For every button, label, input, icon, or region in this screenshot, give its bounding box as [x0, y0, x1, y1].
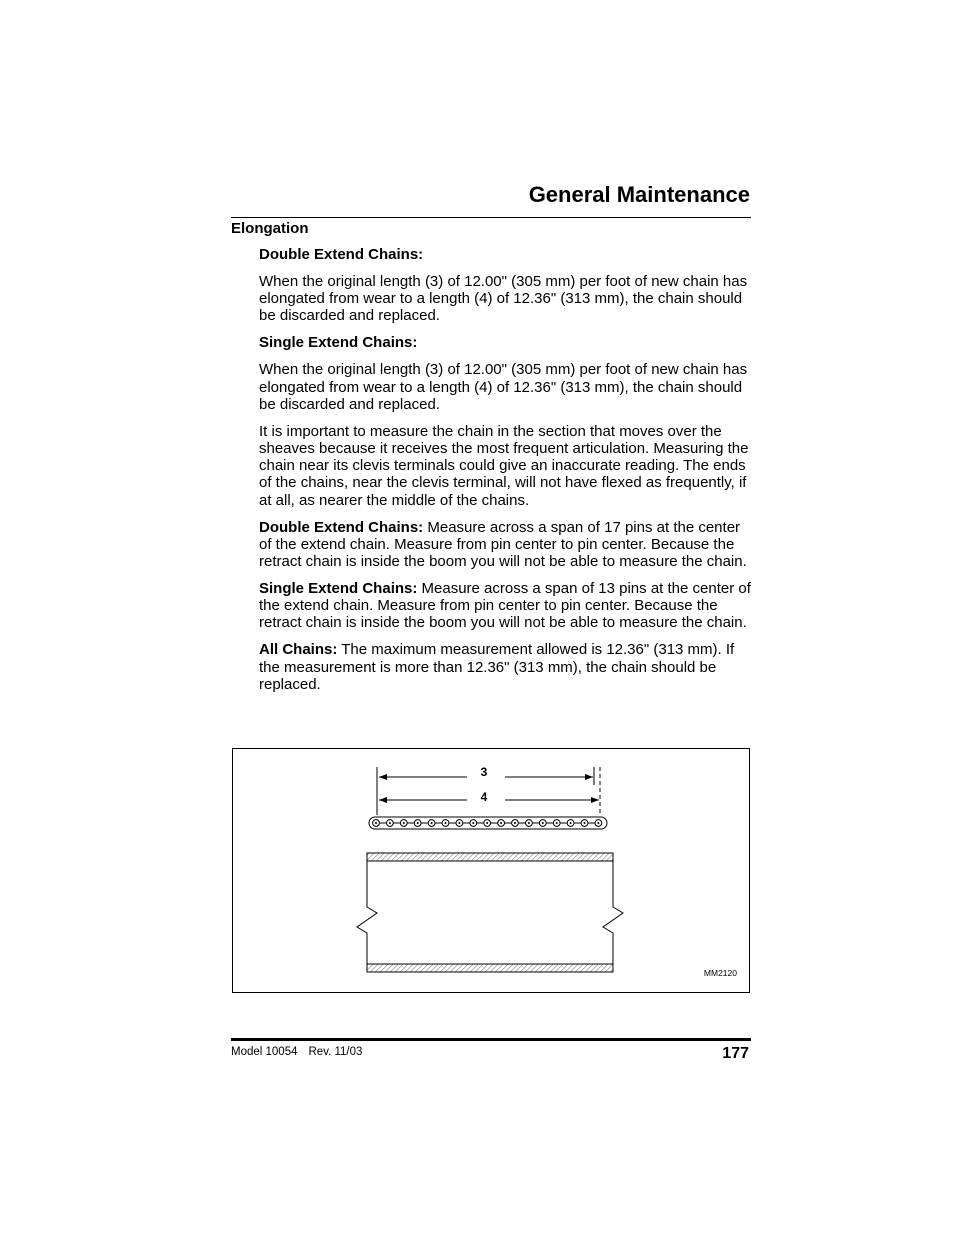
- label-all-chains: All Chains:: [259, 641, 338, 659]
- chain-pin-center: [500, 822, 502, 824]
- text-all-chains: The maximum measurement allowed is 12.36" (313 mm). If the measurement is more than 12.36" (313 mm), the chain should be replaced.: [259, 641, 735, 693]
- chain-pin-center: [597, 822, 599, 824]
- chain-pin-center: [458, 822, 460, 824]
- label-double-measure: Double Extend Chains:: [259, 518, 424, 536]
- title-rule: [231, 217, 751, 218]
- chain-pin-center: [584, 822, 586, 824]
- paragraph-single-measure: [259, 580, 751, 632]
- section-title: General Maintenance: [528, 182, 750, 207]
- footer-model-info: [231, 1046, 373, 1058]
- paragraph-single-extend: When the original length (3) of 12.00" (305 mm) per foot of new chain has elongated from wear to a length (4) of 12.36" (313 mm), the chain should be discarded and replaced.: [259, 361, 748, 413]
- chain-pin-center: [472, 822, 474, 824]
- roller-chain: [369, 817, 607, 829]
- chain-diagram-figure: [232, 748, 750, 993]
- chain-pin-center: [486, 822, 488, 824]
- chain-diagram: [233, 749, 749, 992]
- chain-pin-center: [542, 822, 544, 824]
- chain-pin-center: [431, 822, 433, 824]
- subheading-single-extend: Single Extend Chains:: [259, 334, 418, 352]
- chain-pin-center: [514, 822, 516, 824]
- heading-elongation: Elongation: [231, 220, 309, 237]
- label-single-measure: Single Extend Chains:: [259, 580, 418, 598]
- dimension-label-elongated: 4: [480, 790, 488, 804]
- chain-pin-center: [445, 822, 447, 824]
- paragraph-importance: It is important to measure the chain in the section that moves over the sheaves because it receives the most frequent articulation. Measuring the chain near its clevis terminals could give an inaccurate reading. The ends of the chains, near the clevis terminal, will not have flexed as frequently, if at all, as nearer the middle of the chains.: [259, 422, 749, 509]
- revision-date: Rev. 11/03: [308, 1046, 363, 1058]
- paragraph-all-chains: [259, 641, 751, 693]
- body-text: [259, 246, 751, 703]
- paragraph-double-extend: When the original length (3) of 12.00" (305 mm) per foot of new chain has elongated from wear to a length (4) of 12.36" (313 mm), the chain should be discarded and replaced.: [259, 273, 748, 325]
- text-double-measure: Measure across a span of 17 pins at the center of the extend chain. Measure from pin center to pin center. Because the retract chain is inside the boom you will not be able to measure the chain.: [259, 518, 747, 571]
- chain-pin-center: [417, 822, 419, 824]
- subheading-double-extend: Double Extend Chains:: [259, 246, 424, 263]
- dimension-label-original: 3: [480, 765, 488, 779]
- boom-section: [357, 853, 623, 972]
- chain-pin-center: [528, 822, 530, 824]
- chain-pin-center: [556, 822, 558, 824]
- chain-pin-center: [570, 822, 572, 824]
- chain-pin-center: [403, 822, 405, 824]
- text-single-measure: Measure across a span of 13 pins at the center of the extend chain. Measure from pin center to pin center. Because the retract chain is inside the boom you will not be able to measure the chain.: [259, 580, 751, 632]
- figure-code: MM2120: [703, 968, 737, 978]
- chain-pin-center: [389, 822, 391, 824]
- model-number: Model 10054: [231, 1046, 298, 1058]
- footer-rule: [231, 1038, 751, 1041]
- page-number: 177: [722, 1045, 749, 1062]
- paragraph-double-measure: [259, 519, 751, 571]
- chain-pin-center: [375, 822, 377, 824]
